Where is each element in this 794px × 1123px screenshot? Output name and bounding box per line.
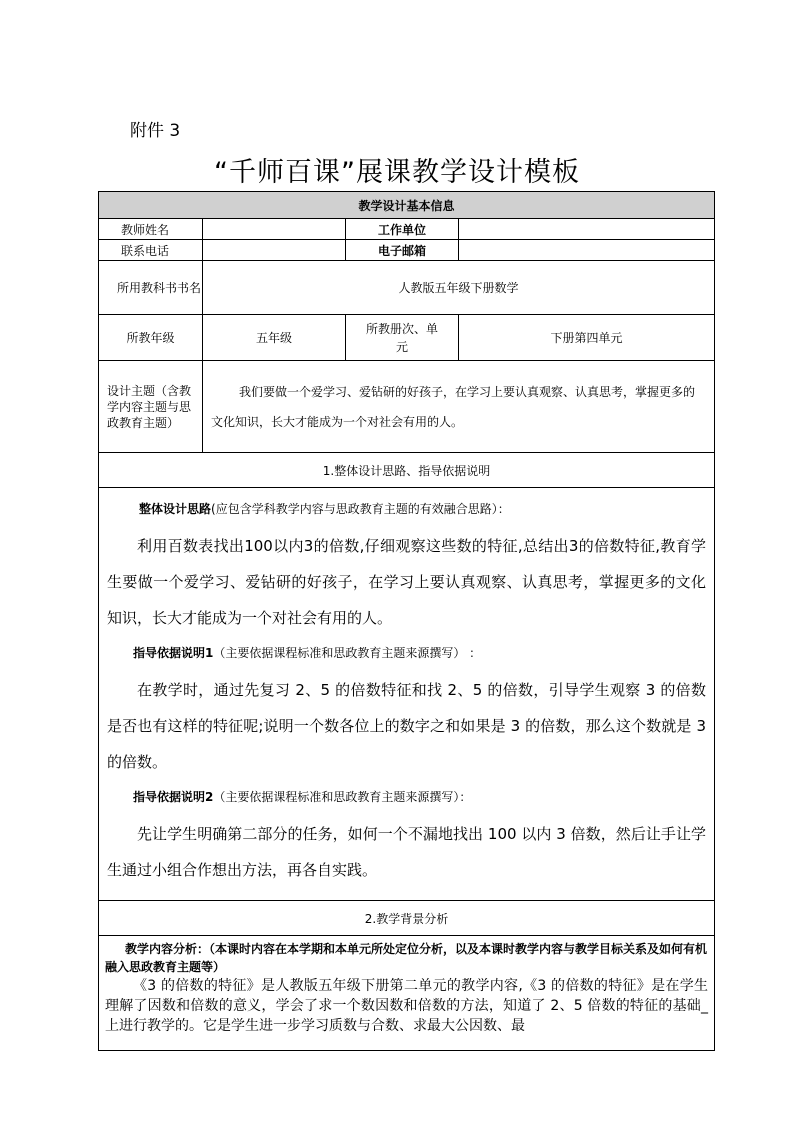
section1-content [99, 488, 715, 901]
theme-text: 我们要做一个爱学习、爱钻研的好孩子，在学习上要认真观察、认真思考，掌握更多的文化知识，长大才能成为一个对社会有用的人。 [203, 361, 715, 453]
content-analysis-heading: 教学内容分析：（本课时内容在本学期和本单元所处定位分析，以及本课时教学内容与教学目标关系及如何有机融入思政教育主题等） [105, 942, 708, 974]
design-head-text: 整体设计思路 [139, 502, 212, 516]
email-label: 电子邮箱 [346, 240, 459, 261]
grade-label: 所教年级 [99, 315, 203, 361]
basis1-note: （主要依据课程标准和思政教育主题来源撰写） ： [213, 646, 482, 660]
design-heading [107, 498, 706, 520]
design-note: (应包含学科教学内容与思政教育主题的有效融合思路）： [211, 502, 510, 516]
section2-title: 2.教学背景分析 [99, 901, 715, 936]
volume-label: 所教册次、单元 [346, 315, 459, 361]
theme-label: 设计主题（含教学内容主题与思政教育主题） [99, 361, 203, 453]
textbook-label: 所用教科书书名 [99, 261, 203, 315]
email-value [459, 240, 715, 261]
volume-value: 下册第四单元 [459, 315, 715, 361]
page-title: “千师百课”展课教学设计模板 [214, 157, 580, 188]
phone-label: 联系电话 [99, 240, 203, 261]
basis2-text: 先让学生明确第二部分的任务，如何一个不漏地找出 100 以内 3 倍数，然后让手让学生通过小组合作想出方法，再各自实践。 [107, 825, 707, 879]
basis2-head-text: 指导依据说明2 [133, 790, 214, 804]
work-unit-label: 工作单位 [346, 219, 459, 240]
textbook-value: 人教版五年级下册数学 [203, 261, 715, 315]
content-analysis-text: 《3 的倍数的特征》是人教版五年级下册第二单元的教学内容,《3 的倍数的特征》是在学生理解了因数和倍数的意义，学会了求一个数因数和倍数的方法，知道了 2、5 倍数的特征的基础_上进行教学的。它是学生进一步学习质数与合数、求最大公因数、最 [105, 978, 709, 1034]
attachment-label: 附件 3 [130, 121, 181, 141]
basis1-text: 在教学时，通过先复习 2、5 的倍数特征和找 2、5 的倍数，引导学生观察 3 的倍数是否也有这样的特征呢;说明一个数各位上的数字之和如果是 3 的倍数，那么这个数就是 3 的倍数。 [107, 681, 707, 771]
design-text: 利用百数表找出100以内3的倍数,仔细观察这些数的特征,总结出3的倍数特征,教育学生要做一个爱学习、爱钻研的好孩子，在学习上要认真观察、认真思考，掌握更多的文化知识，长大才能成为一个对社会有用的人。 [107, 537, 707, 627]
basis1-head-text: 指导依据说明1 [133, 646, 214, 660]
grade-value: 五年级 [203, 315, 346, 361]
section2-content [99, 936, 715, 1051]
basis2-heading [107, 786, 706, 808]
phone-value [203, 240, 346, 261]
section1-title: 1.整体设计思路、指导依据说明 [99, 453, 715, 488]
section-basic-info-title: 教学设计基本信息 [99, 192, 715, 219]
basis2-note: （主要依据课程标准和思政教育主题来源撰写）： [213, 790, 472, 804]
work-unit-value [459, 219, 715, 240]
design-table [98, 191, 715, 1051]
teacher-name-value [203, 219, 346, 240]
basis1-heading [107, 642, 706, 664]
teacher-name-label: 教师姓名 [99, 219, 203, 240]
